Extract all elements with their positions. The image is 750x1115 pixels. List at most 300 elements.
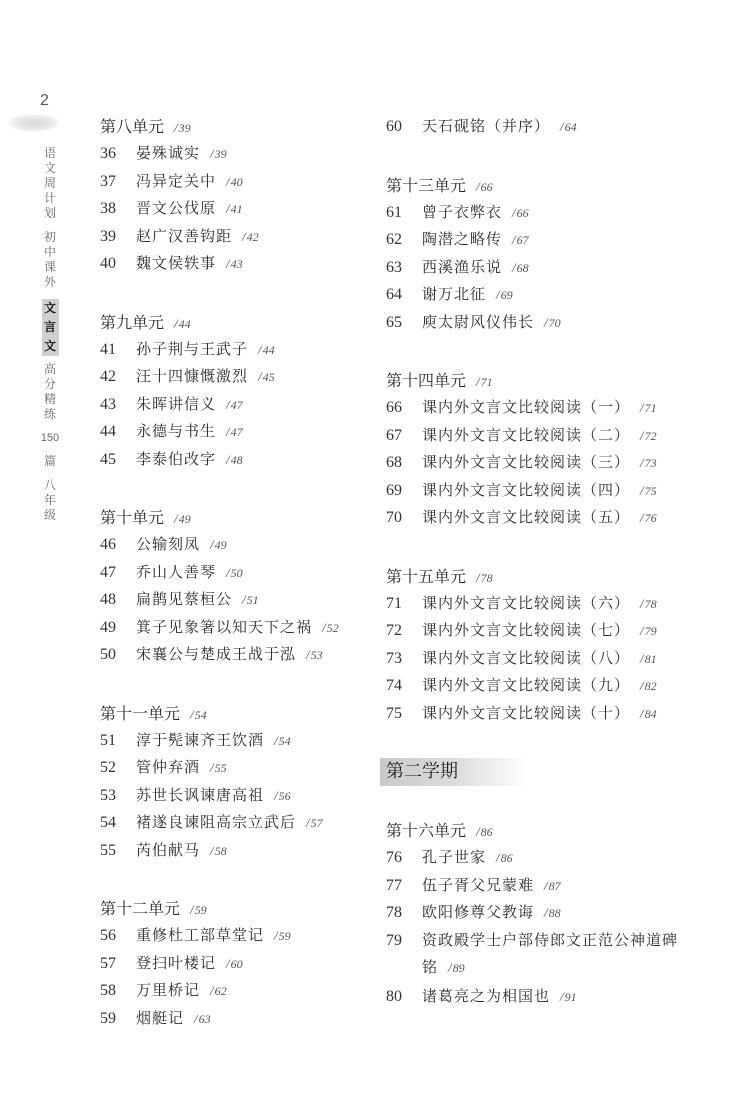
- toc-right-column: [386, 113, 726, 1041]
- toc-entry: [100, 391, 370, 419]
- page-ref-number: 48: [230, 452, 243, 467]
- page-ref-number: 70: [548, 315, 561, 330]
- page-ref-slash: /: [226, 396, 230, 412]
- unit-title: 第十一单元: [100, 703, 181, 723]
- page-ref-number: 53: [310, 648, 323, 662]
- toc-entry: [100, 922, 370, 950]
- entry-title: 烟艇记: [136, 1008, 185, 1027]
- entry-number: 67: [386, 426, 402, 444]
- page-ref: [512, 261, 529, 275]
- unit-section: [100, 895, 370, 1032]
- page-ref-slash: /: [640, 650, 644, 666]
- toc-entry: [386, 477, 726, 505]
- page-ref-number: 52: [326, 620, 339, 635]
- page-ref-slash: /: [640, 678, 644, 693]
- side-strip-char: 文: [43, 161, 56, 175]
- unit-heading: [386, 367, 726, 394]
- entry-number: 66: [386, 399, 402, 416]
- toc-entry: [100, 418, 370, 446]
- page-ref-number: 49: [214, 538, 227, 552]
- page-ref: [226, 398, 243, 412]
- entry-number: 42: [100, 368, 116, 385]
- toc-entry: [386, 645, 726, 673]
- page-ref-slash: /: [226, 564, 230, 580]
- page-ref: [190, 708, 207, 722]
- page-ref: [512, 206, 529, 220]
- entry-title: 苏世长讽谏唐高祖: [136, 785, 265, 804]
- toc-entry: [386, 872, 726, 900]
- toc-entry: [386, 449, 726, 477]
- side-strip-group: [41, 431, 59, 445]
- unit-heading: [386, 563, 726, 590]
- page-ref-slash: /: [640, 595, 644, 611]
- page-ref: [306, 816, 323, 830]
- unit-section: [386, 172, 726, 337]
- entry-title: 孔子世家: [422, 848, 487, 866]
- toc-entry: [100, 1005, 370, 1033]
- unit-heading: [386, 172, 726, 199]
- page-ref-number: 64: [564, 120, 577, 134]
- side-strip-char: 练: [43, 407, 56, 421]
- side-strip-group: [44, 454, 56, 469]
- page-ref: [174, 121, 191, 135]
- entry-number: 72: [386, 622, 402, 639]
- entry-number: 74: [386, 677, 402, 694]
- term-banner-label: 第二学期: [386, 761, 458, 782]
- page-ref: [274, 734, 291, 748]
- page-ref-slash: /: [640, 482, 644, 498]
- side-strip-group: [44, 146, 56, 221]
- side-strip-char: 高: [43, 362, 56, 376]
- toc-entry: [100, 168, 370, 196]
- page-ref-slash: /: [476, 569, 480, 585]
- entry-title: 扁鹊见蔡桓公: [136, 590, 233, 608]
- entry-title: 永德与书生: [136, 422, 217, 440]
- toc-entry: [386, 899, 726, 927]
- page-ref-number: 47: [230, 397, 243, 412]
- toc-entry: [386, 700, 726, 728]
- page-ref: [242, 593, 259, 607]
- page-ref-number: 71: [480, 375, 493, 389]
- side-strip-char: 分: [43, 377, 56, 391]
- page-ref-number: 82: [644, 679, 657, 693]
- page-ref-number: 51: [246, 593, 259, 607]
- page-ref: [322, 621, 339, 635]
- page-ref-number: 78: [644, 596, 657, 611]
- entry-title: 课内外文言文比较阅读（五）: [422, 508, 631, 526]
- entry-number: 73: [386, 649, 402, 667]
- page-ref-number: 76: [644, 511, 657, 525]
- page-ref: [194, 1012, 211, 1026]
- page-ref-slash: /: [174, 511, 178, 526]
- entry-number: 43: [100, 395, 116, 413]
- page-ref-number: 43: [230, 257, 243, 271]
- toc-entry: [386, 422, 726, 450]
- page-ref: [544, 906, 561, 920]
- entry-number: 38: [100, 200, 116, 217]
- side-strip-char: 文: [42, 299, 59, 318]
- page-ref: [640, 652, 657, 666]
- side-strip-group: [44, 478, 56, 523]
- book-title-side-strip: [39, 146, 61, 532]
- entry-number: 57: [100, 954, 116, 972]
- page-ref-slash: /: [476, 824, 480, 839]
- unit-section: [386, 817, 726, 1010]
- page-ref-slash: /: [640, 455, 644, 470]
- toc-entry: [100, 754, 370, 782]
- page-ref-slash: /: [210, 146, 214, 161]
- toc-entry: [386, 983, 726, 1011]
- entry-title: 冯异定关中: [136, 171, 217, 190]
- entry-title: 谢万北征: [422, 285, 487, 303]
- entry-title: 褚遂良谏阻高宗立武后: [136, 813, 297, 831]
- page-ref-slash: /: [258, 341, 262, 357]
- page-ref: [496, 288, 513, 302]
- page-ref: [274, 789, 291, 803]
- page-ref-number: 54: [194, 707, 207, 722]
- side-strip-char: 初: [43, 230, 56, 244]
- entry-number: 79: [386, 931, 402, 949]
- page-ref-number: 42: [246, 229, 259, 244]
- page-ref-slash: /: [226, 173, 230, 189]
- page-ref-slash: /: [194, 1010, 198, 1026]
- entry-title: 课内外文言文比较阅读（九）: [422, 676, 631, 694]
- page-ref: [544, 879, 561, 893]
- page-ref-slash: /: [512, 232, 516, 247]
- side-strip-char: 划: [43, 206, 56, 220]
- side-strip-char: 年: [43, 493, 56, 507]
- side-strip-char: 语: [43, 146, 56, 160]
- page-ref-number: 41: [230, 202, 243, 216]
- page-ref-number: 84: [644, 706, 657, 721]
- entry-title: 晋文公伐原: [136, 199, 217, 217]
- entry-title: 重修杜工部草堂记: [136, 926, 265, 944]
- page-ref: [210, 984, 227, 998]
- page-ref-number: 55: [214, 761, 227, 775]
- toc-entry: [386, 590, 726, 618]
- page-ref-slash: /: [274, 928, 278, 943]
- page-ref: [226, 175, 243, 189]
- entry-title: 庾太尉风仪伟长: [422, 312, 535, 331]
- page-ref-slash: /: [640, 623, 644, 638]
- page-ref-slash: /: [640, 400, 644, 415]
- entry-title: 登扫叶楼记: [136, 953, 217, 972]
- page-ref: [544, 316, 561, 330]
- toc-entry: [100, 250, 370, 278]
- page-ref-number: 86: [480, 825, 493, 839]
- toc-entry: [100, 446, 370, 474]
- unit-heading: [100, 309, 370, 336]
- side-strip-char: 中: [43, 245, 56, 259]
- page-ref: [560, 990, 577, 1004]
- toc-entry: [100, 140, 370, 168]
- toc-entry: [100, 363, 370, 391]
- page-ref-slash: /: [560, 988, 564, 1004]
- page-ref: [226, 425, 243, 439]
- entry-title: 管仲弃酒: [136, 758, 201, 776]
- entry-number: 46: [100, 536, 116, 553]
- page-ref: [640, 707, 657, 721]
- page-ref: [226, 566, 243, 580]
- entry-title: 课内外文言文比较阅读（二）: [422, 425, 631, 444]
- entry-number: 78: [386, 904, 402, 921]
- entry-title: 课内外文言文比较阅读（六）: [422, 593, 631, 612]
- page-ref: [476, 180, 493, 194]
- entry-title: 课内外文言文比较阅读（八）: [422, 648, 631, 667]
- page-ref-number: 56: [278, 788, 291, 803]
- toc-entry: [100, 336, 370, 364]
- entry-title: 伍子胥父兄蒙难: [422, 875, 535, 894]
- entry-number: 39: [100, 227, 116, 245]
- unit-section: [100, 504, 370, 669]
- page-ref-number: 91: [564, 989, 577, 1004]
- side-strip-char: 言: [42, 318, 59, 337]
- entry-title: 课内外文言文比较阅读（七）: [422, 621, 631, 639]
- toc-entry: [100, 223, 370, 251]
- entry-number: 69: [386, 481, 402, 499]
- page-ref: [306, 648, 323, 662]
- entry-title: 乔山人善琴: [136, 562, 217, 581]
- entry-title: 陶潜之略传: [422, 230, 503, 248]
- page-ref-slash: /: [226, 451, 230, 467]
- side-strip-char: 课: [43, 260, 56, 274]
- toc-entry: [386, 199, 726, 227]
- page-ref-slash: /: [190, 706, 194, 722]
- entry-title: 芮伯献马: [136, 840, 201, 859]
- page-ref-slash: /: [210, 983, 214, 998]
- side-strip-char: 文: [42, 337, 59, 356]
- unit-title: 第十二单元: [100, 899, 181, 918]
- side-strip-group: [42, 299, 59, 356]
- page-ref: [512, 233, 529, 247]
- side-strip-char: 级: [43, 508, 56, 522]
- entry-title: 课内外文言文比较阅读（四）: [422, 480, 631, 499]
- entry-number: 60: [386, 118, 402, 135]
- page-ref-slash: /: [226, 424, 230, 439]
- page-ref: [640, 597, 657, 611]
- page-ref: [258, 343, 275, 357]
- page-ref-slash: /: [210, 537, 214, 552]
- page-ref-number: 45: [262, 370, 275, 384]
- page-ref-slash: /: [242, 592, 246, 607]
- page-ref-slash: /: [512, 204, 516, 220]
- unit-title: 第十六单元: [386, 821, 467, 840]
- unit-section: [100, 113, 370, 278]
- page-ref-number: 66: [516, 205, 529, 220]
- unit-section: [386, 563, 726, 728]
- toc-entry: [100, 531, 370, 559]
- page-ref-slash: /: [226, 201, 230, 216]
- toc-entry: [386, 672, 726, 700]
- page-ref-slash: /: [640, 427, 644, 443]
- entry-number: 76: [386, 849, 402, 866]
- entry-title: 西溪渔乐说: [422, 257, 503, 276]
- page-ref-slash: /: [226, 256, 230, 271]
- side-strip-char: 篇: [43, 454, 56, 468]
- page-ref-number: 49: [178, 512, 191, 526]
- entry-number: 55: [100, 841, 116, 859]
- page-ref-slash: /: [210, 842, 214, 858]
- page-ref-number: 44: [178, 316, 191, 331]
- entry-number: 61: [386, 203, 402, 221]
- page-ref-slash: /: [640, 705, 644, 721]
- entry-title: 李泰伯改字: [136, 449, 217, 468]
- entry-number: 64: [386, 286, 402, 303]
- page-ref: [190, 903, 207, 917]
- page-ref-number: 71: [644, 401, 657, 415]
- entry-number: 65: [386, 313, 402, 331]
- page-ref-number: 68: [516, 260, 529, 275]
- unit-heading: [100, 113, 370, 140]
- entry-title: 晏殊诚实: [136, 144, 201, 162]
- page-ref-slash: /: [448, 960, 452, 975]
- page-ref-number: 54: [278, 733, 291, 748]
- side-strip-group: [44, 362, 56, 422]
- side-strip-number: 150: [40, 432, 60, 444]
- page-ref-slash: /: [512, 259, 516, 275]
- entry-title: 课内外文言文比较阅读（十）: [422, 703, 631, 722]
- page-ref-number: 73: [644, 456, 657, 470]
- page-ref-number: 44: [262, 342, 275, 357]
- entry-number: 40: [100, 255, 116, 272]
- entry-title: 赵广汉善钩距: [136, 226, 233, 245]
- toc-entry: [100, 977, 370, 1005]
- toc-entry: [100, 782, 370, 810]
- page-ref-number: 62: [214, 984, 227, 998]
- unit-title: 第十五单元: [386, 566, 467, 586]
- page-ref-slash: /: [306, 647, 310, 662]
- page-ref: [258, 370, 275, 384]
- entry-number: 68: [386, 454, 402, 471]
- entry-number: 80: [386, 987, 402, 1005]
- entry-title: 诸葛亮之为相国也: [422, 986, 551, 1005]
- entry-number: 56: [100, 927, 116, 944]
- page-ref-number: 89: [452, 961, 465, 975]
- page-ref: [174, 512, 191, 526]
- page-ref: [560, 120, 577, 134]
- page-ref-number: 63: [198, 1011, 211, 1026]
- entry-title: 朱晖讲信义: [136, 394, 217, 413]
- page-ref-slash: /: [306, 815, 310, 830]
- toc-entry: [386, 254, 726, 282]
- entry-number: 70: [386, 509, 402, 526]
- page-ref: [210, 147, 227, 161]
- entry-title: 课内外文言文比较阅读（三）: [422, 453, 631, 471]
- entry-number: 77: [386, 876, 402, 894]
- toc-entry: [386, 226, 726, 254]
- entry-number: 54: [100, 814, 116, 831]
- toc-entry: [100, 727, 370, 755]
- toc-entry: [100, 641, 370, 669]
- page-ref-number: 87: [548, 878, 561, 893]
- page-ref-slash: /: [226, 955, 230, 971]
- unit-title: 第八单元: [100, 117, 165, 136]
- entry-title: 天石砚铭（并序）: [422, 117, 551, 135]
- entry-number: 44: [100, 423, 116, 440]
- entry-title: 宋襄公与楚成王战于泓: [136, 645, 297, 663]
- page-ref-slash: /: [544, 314, 548, 330]
- continued-entries: [386, 113, 726, 141]
- page-ref: [274, 929, 291, 943]
- entry-number: 63: [386, 258, 402, 276]
- entry-title: 孙子荆与王武子: [136, 339, 249, 358]
- toc-entry: [100, 837, 370, 865]
- entry-number: 37: [100, 172, 116, 190]
- side-strip-char: 计: [43, 191, 56, 205]
- page-ref-slash: /: [496, 287, 500, 302]
- toc-entry: [100, 809, 370, 837]
- unit-section: [100, 700, 370, 865]
- toc-entry: [386, 394, 726, 422]
- toc-entry: [100, 586, 370, 614]
- page-ref-number: 60: [230, 956, 243, 971]
- page-ref-number: 39: [214, 147, 227, 161]
- page-ref: [476, 825, 493, 839]
- entry-title: 课内外文言文比较阅读（一）: [422, 398, 631, 416]
- entry-number: 47: [100, 563, 116, 581]
- entry-title: 欧阳修尊父教诲: [422, 903, 535, 921]
- page-ref-slash: /: [210, 760, 214, 775]
- unit-title: 第十四单元: [386, 371, 467, 390]
- page-ref: [640, 429, 657, 443]
- entry-number: 36: [100, 145, 116, 162]
- page-ref: [640, 401, 657, 415]
- toc-left-column: [100, 113, 370, 1063]
- page-ref-number: 88: [548, 906, 561, 920]
- page-ref-number: 58: [214, 843, 227, 858]
- entry-number: 58: [100, 982, 116, 999]
- page-ref-slash: /: [258, 369, 262, 384]
- page-ref-slash: /: [560, 119, 564, 134]
- page-ref-slash: /: [174, 315, 178, 331]
- page-ref: [496, 851, 513, 865]
- page-ref: [640, 456, 657, 470]
- page-ref-slash: /: [496, 850, 500, 865]
- unit-section: [100, 309, 370, 474]
- toc-entry: [386, 309, 726, 337]
- unit-section: [386, 367, 726, 532]
- page-ref: [242, 230, 259, 244]
- page-ref-number: 50: [230, 565, 243, 580]
- unit-heading: [100, 895, 370, 922]
- page-ref: [448, 961, 465, 975]
- entry-number: 45: [100, 450, 116, 468]
- page-ref-slash: /: [174, 120, 178, 135]
- page-ref-slash: /: [274, 732, 278, 748]
- toc-entry: [386, 927, 726, 983]
- page-ref-number: 86: [500, 851, 513, 865]
- entry-number: 53: [100, 786, 116, 804]
- entry-title: 魏文侯轶事: [136, 254, 217, 272]
- page-ref: [640, 624, 657, 638]
- entry-title-wrap: [422, 927, 718, 983]
- toc-entry: [386, 281, 726, 309]
- page-ref-number: 66: [480, 179, 493, 194]
- page-ref-slash: /: [476, 374, 480, 389]
- unit-title: 第十单元: [100, 508, 165, 527]
- page-ref-number: 47: [230, 425, 243, 439]
- side-strip-char: 八: [43, 478, 56, 492]
- page-ref-number: 72: [644, 428, 657, 443]
- side-strip-char: 精: [43, 392, 56, 406]
- entry-title: 资政殿学士户部侍郎文正范公神道碑铭: [422, 930, 679, 976]
- page-ref-number: 79: [644, 624, 657, 638]
- page-ref-number: 81: [644, 651, 657, 666]
- entry-number: 59: [100, 1009, 116, 1027]
- entry-title: 万里桥记: [136, 981, 201, 999]
- page-ref-slash: /: [476, 178, 480, 194]
- page-ref: [210, 844, 227, 858]
